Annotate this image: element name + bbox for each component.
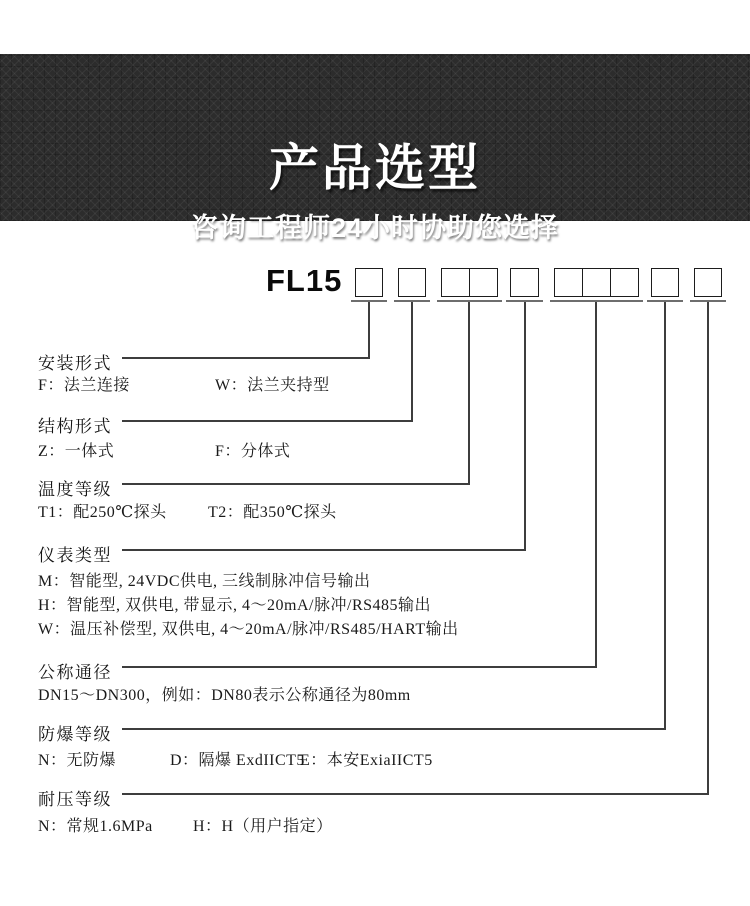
model-code-box [469,269,497,296]
connector-line-h [122,549,526,551]
model-code-box [695,269,721,296]
model-code-box [555,269,582,296]
option-text: W：法兰夹持型 [215,377,330,394]
connector-line-v [468,302,470,483]
page-title: 产品选型 [269,140,481,196]
option-text: D：隔爆 ExdIICT5 [170,752,305,769]
connector-line-v [595,302,597,667]
section-label: 仪表类型 [38,546,112,565]
page-subtitle: 咨询工程师24小时协助您选择 [190,213,560,243]
product-header-banner [0,54,750,243]
connector-line-h [122,666,597,668]
connector-line-h [122,420,413,422]
connector-line-h [122,728,666,730]
model-code-box [511,269,538,296]
model-code-box [442,269,469,296]
option-text: H：H（用户指定） [193,818,333,835]
section-label: 公称通径 [38,663,112,682]
model-code-box-explosion [651,268,679,297]
option-text: F：分体式 [215,443,291,460]
option-text: T1：配250℃探头 [38,504,167,521]
option-text: H：智能型, 双供电, 带显示, 4～20mA/脉冲/RS485输出 [38,597,432,614]
model-code-box [610,269,638,296]
model-code-box-pressure [694,268,722,297]
section-label: 结构形式 [38,417,112,436]
section-label: 安装形式 [38,354,112,373]
model-code-box-instrument [510,268,539,297]
connector-line-v [368,302,370,358]
model-code-box-diameter [554,268,639,297]
model-code-box-structure [398,268,426,297]
model-code-box-temperature [441,268,498,297]
option-text: W：温压补偿型, 双供电, 4～20mA/脉冲/RS485/HART输出 [38,621,459,638]
model-prefix: FL15 [266,263,343,298]
option-text: N：无防爆 [38,752,117,769]
section-label: 耐压等级 [38,790,112,809]
section-label: 防爆等级 [38,725,112,744]
option-text: DN15～DN300，例如：DN80表示公称通径为80mm [38,687,411,704]
model-code-box [356,269,382,296]
connector-line-v [707,302,709,794]
connector-line-v [664,302,666,729]
option-text: F：法兰连接 [38,377,130,394]
connector-line-v [411,302,413,421]
connector-line-v [524,302,526,550]
connector-line-h [122,357,370,359]
option-text: E：本安ExiaIICT5 [300,752,433,769]
model-code-box [582,269,610,296]
model-code-box [652,269,678,296]
connector-line-h [122,483,470,485]
model-code-box-install [355,268,383,297]
model-code-box [399,269,425,296]
option-text: T2：配350℃探头 [208,504,337,521]
option-text: Z：一体式 [38,443,115,460]
option-text: N：常规1.6MPa [38,818,153,835]
connector-line-h [122,793,709,795]
section-label: 温度等级 [38,480,112,499]
option-text: M：智能型, 24VDC供电, 三线制脉冲信号输出 [38,573,371,590]
